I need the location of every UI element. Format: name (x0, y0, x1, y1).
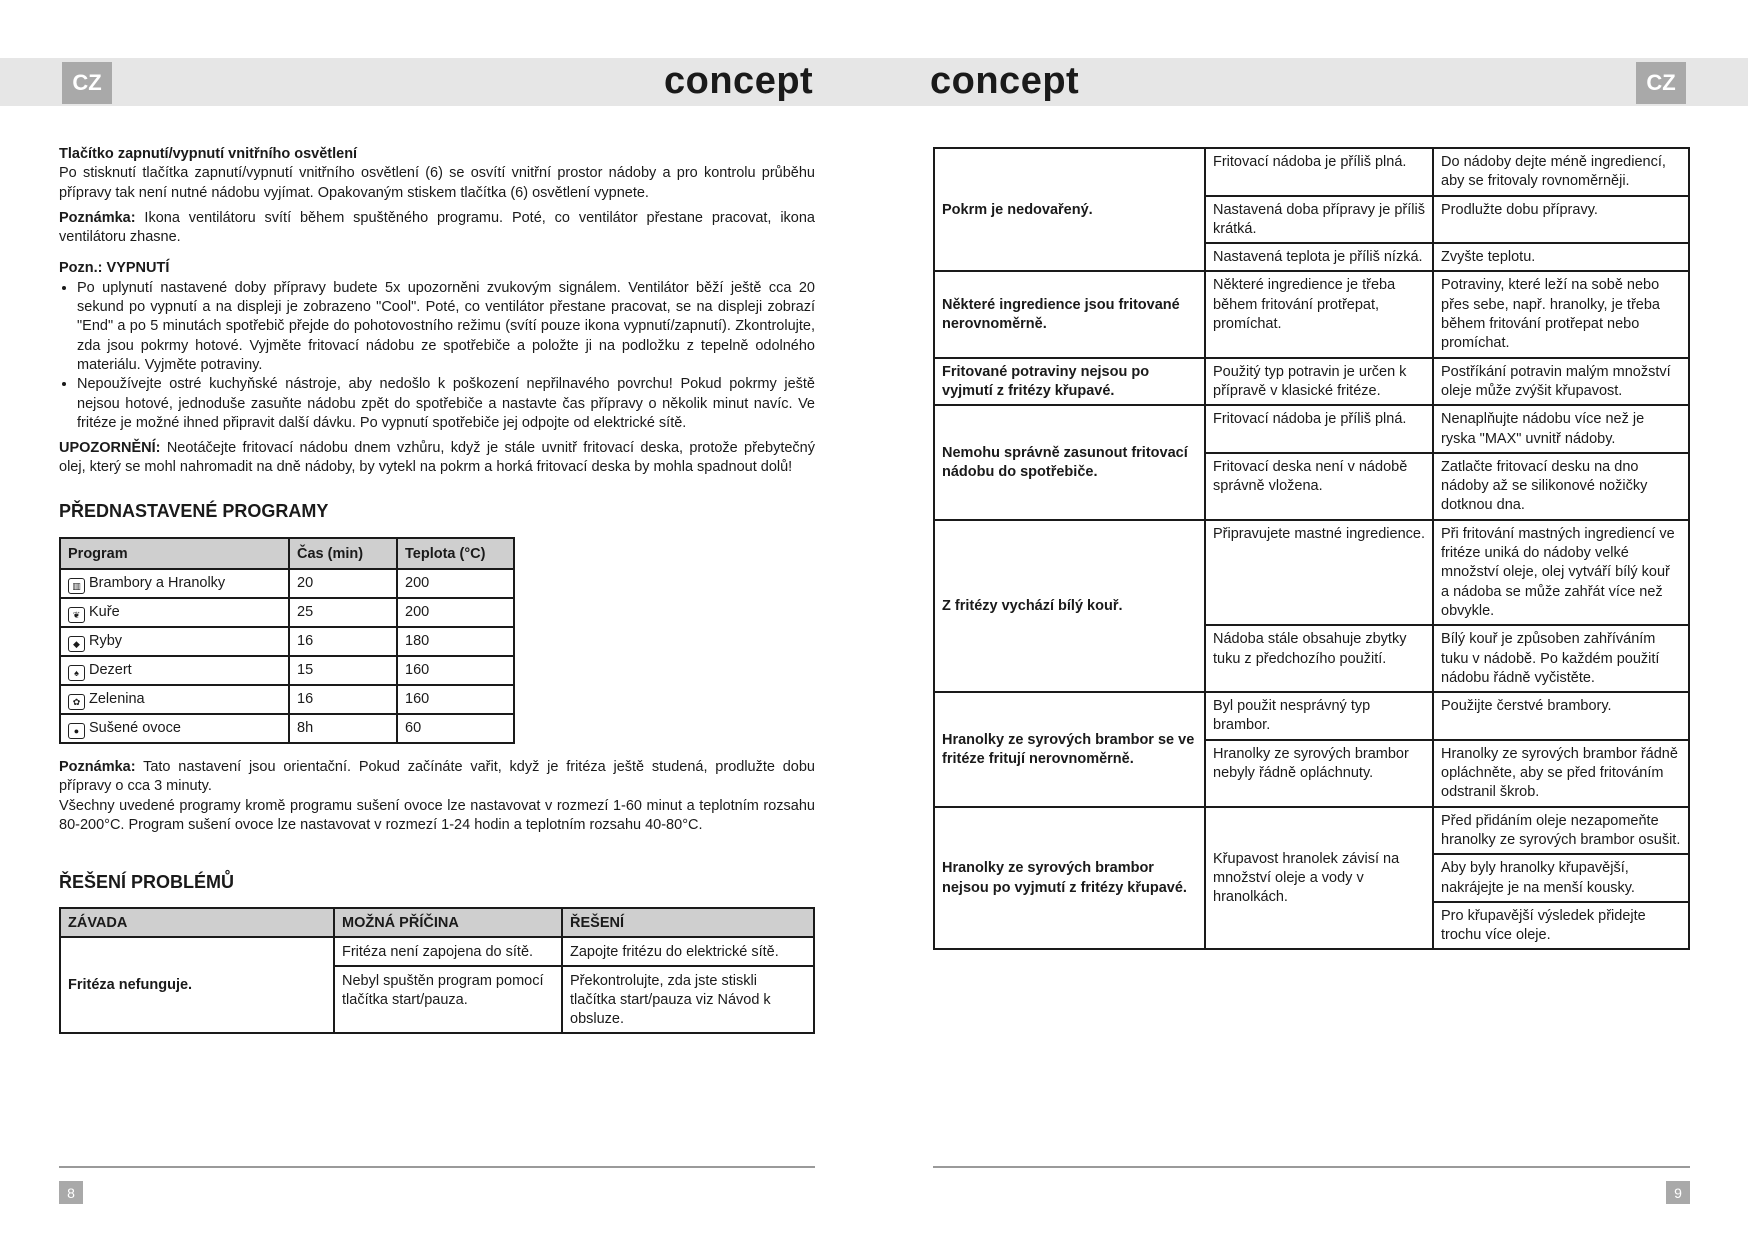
program-name-cell (60, 627, 289, 656)
solution-cell: Pro křupavější výsledek přidejte trochu více oleje. (1433, 902, 1689, 950)
fault-cell: Fritéza nefunguje. (60, 937, 334, 1033)
cause-cell: Byl použit nesprávný typ brambor. (1205, 692, 1433, 740)
program-temp: 200 (397, 569, 514, 598)
header-solution: ŘEŠENÍ (562, 908, 814, 937)
solution-cell: Aby byly hranolky křupavější, nakrájejte je na menší kousky. (1433, 854, 1689, 902)
program-temp: 160 (397, 685, 514, 714)
solution-cell: Při fritování mastných ingrediencí ve fritéze uniká do nádoby velké množství oleje, olej vytváří bílý kouř a nádoba se může zahřát více než obvykle. (1433, 520, 1689, 625)
light-section-text: Po stisknutí tlačítka zapnutí/vypnutí vnitřního osvětlení (6) se osvítí vnitřní prostor nádoby a pro kontrolu průběhu přípravy tak není nutné nádobu vyjímat. Opakovaným stiskem tlačítka (6) osvětlení vypnete. (59, 165, 815, 201)
cause-cell: Fritovací deska není v nádobě správně vložena. (1205, 453, 1433, 520)
header-fault: ZÁVADA (60, 908, 334, 937)
program-row (60, 685, 514, 714)
program-time: 16 (289, 685, 397, 714)
cause-cell: Nádoba stále obsahuje zbytky tuku z předchozího použití. (1205, 625, 1433, 692)
solution-cell: Před přidáním oleje nezapomeňte hranolky ze syrových brambor osušit. (1433, 807, 1689, 855)
fan-note (59, 209, 815, 248)
chicken-icon: ❦ (68, 607, 85, 623)
table-row (934, 520, 1689, 625)
program-name-cell (60, 598, 289, 627)
program-time: 25 (289, 598, 397, 627)
program-row (60, 714, 514, 743)
cause-cell: Některé ingredience je třeba během fritování protřepat, promíchat. (1205, 271, 1433, 357)
program-temp: 200 (397, 598, 514, 627)
vegetable-icon: ✿ (68, 694, 85, 710)
program-temp: 60 (397, 714, 514, 743)
fault-cell: Fritované potraviny nejsou po vyjmutí z fritézy křupavé. (934, 358, 1205, 406)
program-name: Kuře (89, 604, 120, 621)
solution-cell: Zatlačte fritovací desku na dno nádoby až se silikonové nožičky dotknou dna. (1433, 453, 1689, 520)
program-time: 16 (289, 627, 397, 656)
programs-header-row (60, 538, 514, 569)
left-page-content (59, 145, 815, 1034)
light-section-title: Tlačítko zapnutí/vypnutí vnitřního osvětlení (59, 146, 358, 162)
table-row (934, 405, 1689, 453)
program-time: 15 (289, 656, 397, 685)
off-bullet-list (59, 279, 815, 433)
program-row (60, 569, 514, 598)
program-name-cell (60, 685, 289, 714)
program-name-cell (60, 714, 289, 743)
solution-cell: Do nádoby dejte méně ingrediencí, aby se fritovaly rovnoměrněji. (1433, 148, 1689, 196)
program-temp: 180 (397, 627, 514, 656)
warning-label: UPOZORNĚNÍ: (59, 440, 161, 457)
troubleshooting-title: ŘEŠENÍ PROBLÉMŮ (59, 872, 235, 893)
cause-cell: Připravujete mastné ingredience. (1205, 520, 1433, 625)
program-time: 8h (289, 714, 397, 743)
program-name: Sušené ovoce (89, 720, 181, 737)
fault-cell: Hranolky ze syrových brambor nejsou po vyjmutí z fritézy křupavé. (934, 807, 1205, 950)
cause-cell: Fritéza není zapojena do sítě. (334, 937, 562, 966)
language-badge-left: CZ (62, 62, 112, 104)
solution-cell: Prodlužte dobu přípravy. (1433, 196, 1689, 244)
programs-note-label: Poznámka: (59, 759, 136, 776)
page-number-left: 8 (59, 1181, 83, 1204)
programs-header-temp: Teplota (°C) (397, 538, 514, 569)
program-name: Ryby (89, 633, 123, 650)
solution-cell: Potraviny, které leží na sobě nebo přes sebe, např. hranolky, je třeba během fritování protřepat nebo promíchat. (1433, 271, 1689, 357)
program-row (60, 598, 514, 627)
solution-cell: Překontrolujte, zda jste stiskli tlačítka start/pauza viz Návod k obsluze. (562, 966, 814, 1033)
fries-icon: ▥ (68, 578, 85, 594)
table-row (934, 148, 1689, 196)
fault-cell: Nemohu správně zasunout fritovací nádobu do spotřebiče. (934, 405, 1205, 519)
solution-cell: Zapojte fritézu do elektrické sítě. (562, 937, 814, 966)
footer-rule-right (933, 1166, 1690, 1168)
programs-note-range: Všechny uvedené programy kromě programu sušení ovoce lze nastavovat v rozmezí 1-60 minut a teplotním rozsahu 80-200°C. Program sušení ovoce lze nastavovat v rozmezí 1-24 hodin a teplotním rozsahu 40-80°C. (59, 797, 815, 833)
language-badge-right: CZ (1636, 62, 1686, 104)
fan-note-text: Ikona ventilátoru svítí během spuštěného programu. Poté, co ventilátor přestane pracovat, ikona ventilátoru zhasne. (59, 209, 815, 246)
solution-cell: Použijte čerstvé brambory. (1433, 692, 1689, 740)
cause-cell: Fritovací nádoba je příliš plná. (1205, 405, 1433, 453)
cause-cell: Křupavost hranolek závisí na množství oleje a vody v hranolkách. (1205, 807, 1433, 950)
programs-table (59, 537, 515, 744)
solution-cell: Bílý kouř je způsoben zahříváním tuku v nádobě. Po každém použití nádobu řádně vyčistěte. (1433, 625, 1689, 692)
solution-cell: Zvyšte teplotu. (1433, 243, 1689, 271)
footer-rule-left (59, 1166, 815, 1168)
program-time: 20 (289, 569, 397, 598)
fault-cell: Pokrm je nedovařený. (934, 148, 1205, 271)
cause-cell: Nastavená teplota je příliš nízká. (1205, 243, 1433, 271)
warning-text: Neotáčejte fritovací nádobu dnem vzhůru, když je stále uvnitř fritovací deska, protože přebytečný olej, který se mohl nahromadit na dně nádoby, by vytekl na pokrm a horká fritovací deska by mohla spadnout dolů! (59, 440, 815, 476)
off-bullet-2: • Nepoužívejte ostré kuchyňské nástroje, aby nedošlo k poškození nepřilnavého povrchu! Pokud pokrmy ještě nejsou hotové, jednoduše zasuňte nádobu zpět do spotřebiče a nastavte čas přípravy o několik minut navíc. Ve fritéze je možné ihned připravit další dávku. Po vypnutí spotřebiče jej odpojte od elektrické sítě. (77, 375, 815, 433)
program-row (60, 656, 514, 685)
solution-cell: Postříkání potravin malým množství oleje může zvýšit křupavost. (1433, 358, 1689, 406)
brand-logo-left: concept (664, 60, 814, 102)
fault-cell: Některé ingredience jsou fritované nerovnoměrně. (934, 271, 1205, 357)
programs-note (59, 758, 815, 797)
troubleshooting-table-left (59, 907, 815, 1034)
dessert-icon: ♠ (68, 665, 85, 681)
off-bullet-1: • Po uplynutí nastavené doby přípravy budete 5x upozorněni zvukovým signálem. Ventilátor běží ještě cca 20 sekund po vypnutí a na displeji je zobrazeno "Cool". Poté, co ventilátor přestane pracovat, se na displeji zobrazí "End" a po 5 minutách spotřebič přejde do pohotovostního režimu (svítí pouze ikona vypnutí/zapnutí). Zkontrolujte, zda jsou pokrmy hotové. Vyjměte fritovací nádobu ze spotřebiče a položte ji na podložku z tepelně odolného materiálu. Vyjměte potraviny. (77, 279, 815, 375)
cause-cell: Nebyl spuštěn program pomocí tlačítka start/pauza. (334, 966, 562, 1033)
cause-cell: Použitý typ potravin je určen k přípravě v klasické fritéze. (1205, 358, 1433, 406)
cause-cell: Hranolky ze syrových brambor nebyly řádně opláchnuty. (1205, 740, 1433, 807)
table-row (60, 937, 814, 966)
cause-cell: Nastavená doba přípravy je příliš krátká. (1205, 196, 1433, 244)
cause-cell: Fritovací nádoba je příliš plná. (1205, 148, 1433, 196)
fish-icon: ◆ (68, 636, 85, 652)
program-name: Brambory a Hranolky (89, 575, 226, 592)
program-row (60, 627, 514, 656)
troubleshooting-table-right (933, 147, 1690, 950)
program-name-cell (60, 569, 289, 598)
program-temp: 160 (397, 656, 514, 685)
warning-paragraph (59, 439, 815, 478)
header-cause: MOŽNÁ PŘÍČINA (334, 908, 562, 937)
programs-note-text: Tato nastavení jsou orientační. Pokud začínáte vařit, když je fritéza ještě studená, prodlužte dobu přípravy o cca 3 minuty. (59, 759, 815, 795)
programs-title: PŘEDNASTAVENÉ PROGRAMY (59, 500, 329, 521)
off-section-title: Pozn.: VYPNUTÍ (59, 260, 170, 277)
programs-header-time: Čas (min) (289, 538, 397, 569)
solution-cell: Hranolky ze syrových brambor řádně opláchněte, aby se před fritováním odstranil škrob. (1433, 740, 1689, 807)
table-row (934, 807, 1689, 855)
table-row (934, 692, 1689, 740)
program-name: Dezert (89, 662, 132, 679)
fault-cell: Hranolky ze syrových brambor se ve fritéze fritují nerovnoměrně. (934, 692, 1205, 806)
page-number-right: 9 (1666, 1181, 1690, 1204)
fault-cell: Z fritézy vychází bílý kouř. (934, 520, 1205, 692)
table-row (934, 358, 1689, 406)
dried-fruit-icon: ● (68, 723, 85, 739)
program-name-cell (60, 656, 289, 685)
program-name: Zelenina (89, 691, 145, 708)
fan-note-label: Poznámka: (59, 209, 136, 226)
table-row (934, 271, 1689, 357)
brand-logo-right: concept (930, 60, 1080, 102)
programs-header-program: Program (60, 538, 289, 569)
troubleshooting-header-row (60, 908, 814, 937)
solution-cell: Nenaplňujte nádobu více než je ryska "MAX" uvnitř nádoby. (1433, 405, 1689, 453)
